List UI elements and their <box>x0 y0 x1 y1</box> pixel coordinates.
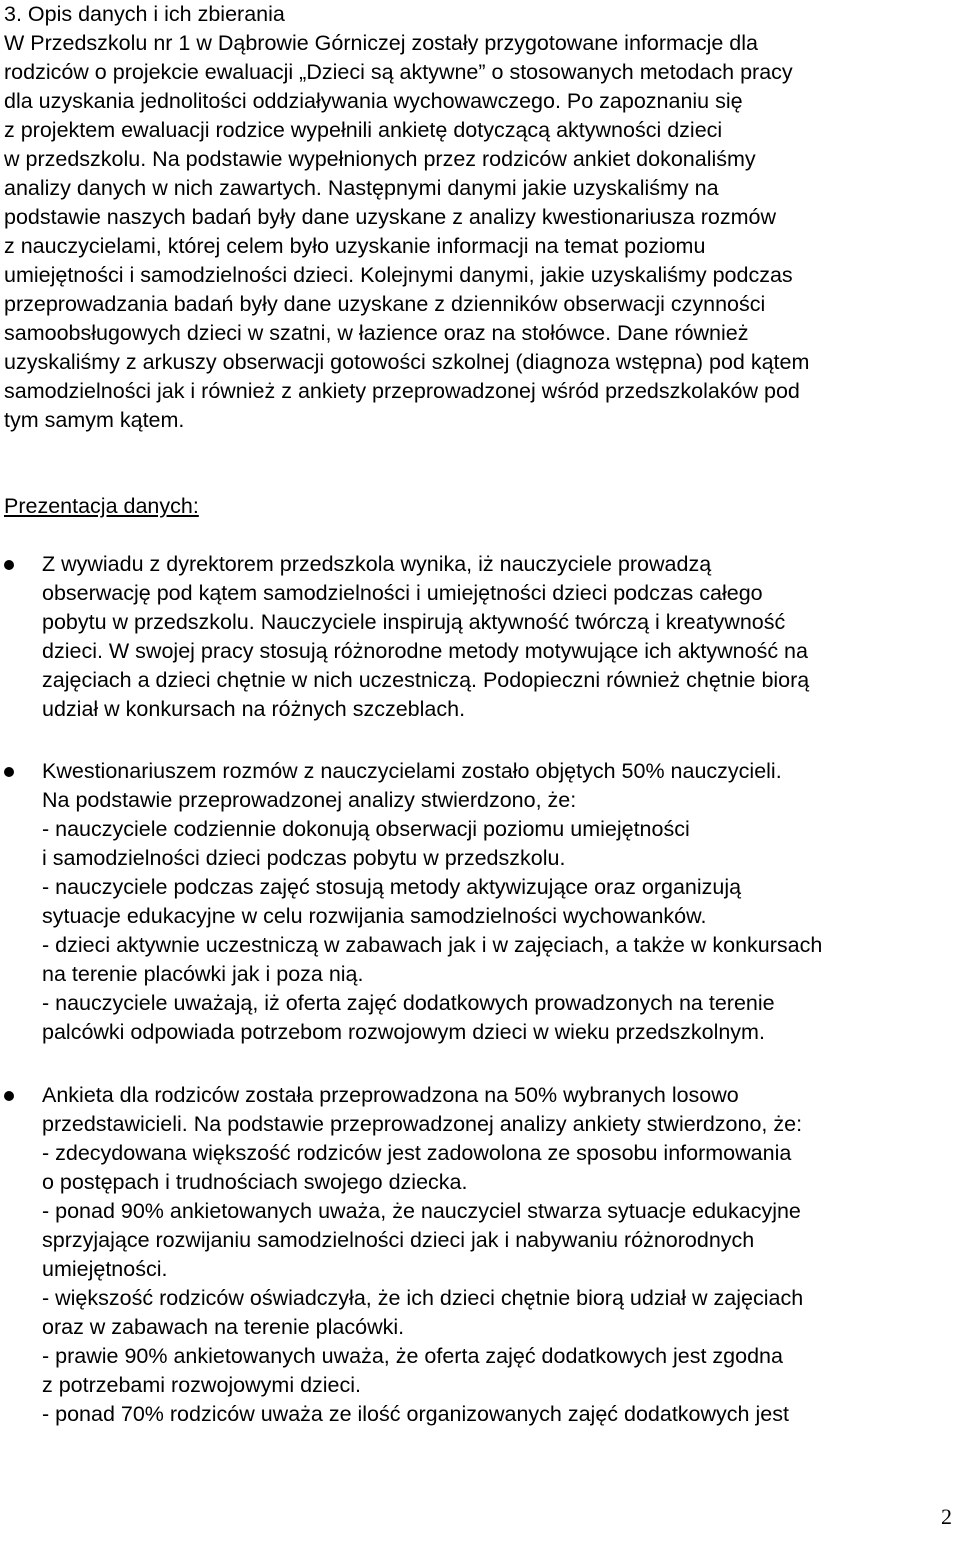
list-item-line: z potrzebami rozwojowymi dzieci. <box>42 1373 362 1397</box>
list-item-line: - dzieci aktywnie uczestniczą w zabawach jak i w zajęciach, a także w konkursach <box>42 933 823 957</box>
bullet-icon <box>4 767 14 777</box>
bullet-icon <box>4 1091 14 1101</box>
list-item-line: Ankieta dla rodziców została przeprowadzona na 50% wybranych losowo <box>42 1083 739 1107</box>
list-item-line: przedstawicieli. Na podstawie przeprowadzonej analizy ankiety stwierdzono, że: <box>42 1112 803 1136</box>
list-item-line: o postępach i trudnościach swojego dziecka. <box>42 1170 468 1194</box>
list-item-line: udział w konkursach na różnych szczeblach. <box>42 697 466 721</box>
list-item-line: Na podstawie przeprowadzonej analizy stwierdzono, że: <box>42 788 577 812</box>
list-item-line: na terenie placówki jak i poza nią. <box>42 962 364 986</box>
list-item-line: dzieci. W swojej pracy stosują różnorodne metody motywujące ich aktywność na <box>42 639 808 663</box>
list-item-line: i samodzielności dzieci podczas pobytu w przedszkolu. <box>42 846 566 870</box>
list-item-line: - prawie 90% ankietowanych uważa, że oferta zajęć dodatkowych jest zgodna <box>42 1344 783 1368</box>
intro-line: tym samym kątem. <box>4 408 185 432</box>
list-item-line: - nauczyciele uważają, iż oferta zajęć dodatkowych prowadzonych na terenie <box>42 991 775 1015</box>
list-item-line: palcówki odpowiada potrzebom rozwojowym dzieci w wieku przedszkolnym. <box>42 1020 765 1044</box>
list-item-line: pobytu w przedszkolu. Nauczyciele inspirują aktywność twórczą i kreatywność <box>42 610 786 634</box>
intro-line: podstawie naszych badań były dane uzyskane z analizy kwestionariusza rozmów <box>4 205 777 229</box>
intro-line: samodzielności jak i również z ankiety przeprowadzonej wśród przedszkolaków pod <box>4 379 800 403</box>
bullet-icon <box>4 560 14 570</box>
subheading: Prezentacja danych: <box>4 494 199 518</box>
list-item-line: - nauczyciele codziennie dokonują obserwacji poziomu umiejętności <box>42 817 690 841</box>
list-item-line: sytuacje edukacyjne w celu rozwijania samodzielności wychowanków. <box>42 904 707 928</box>
intro-line: analizy danych w nich zawartych. Następnymi danymi jakie uzyskaliśmy na <box>4 176 719 200</box>
list-item-line: sprzyjające rozwijaniu samodzielności dzieci jak i nabywaniu różnorodnych <box>42 1228 755 1252</box>
list-item-line: - większość rodziców oświadczyła, że ich dzieci chętnie biorą udział w zajęciach <box>42 1286 804 1310</box>
intro-line: W Przedszkolu nr 1 w Dąbrowie Górniczej zostały przygotowane informacje dla <box>4 31 759 55</box>
list-item-line: - ponad 90% ankietowanych uważa, że nauczyciel stwarza sytuacje edukacyjne <box>42 1199 801 1223</box>
list-item-line: umiejętności. <box>42 1257 168 1281</box>
intro-line: w przedszkolu. Na podstawie wypełnionych przez rodziców ankiet dokonaliśmy <box>4 147 756 171</box>
list-item-line: Z wywiadu z dyrektorem przedszkola wynika, iż nauczyciele prowadzą <box>42 552 712 576</box>
section-heading: 3. Opis danych i ich zbierania <box>4 2 285 26</box>
intro-line: dla uzyskania jednolitości oddziaływania wychowawczego. Po zapoznaniu się <box>4 89 743 113</box>
list-item-line: - nauczyciele podczas zajęć stosują metody aktywizujące oraz organizują <box>42 875 742 899</box>
intro-line: przeprowadzania badań były dane uzyskane z dzienników obserwacji czynności <box>4 292 766 316</box>
list-item-line: zajęciach a dzieci chętnie w nich uczestniczą. Podopieczni również chętnie biorą <box>42 668 810 692</box>
intro-line: samoobsługowych dzieci w szatni, w łazience oraz na stołówce. Dane również <box>4 321 749 345</box>
intro-line: umiejętności i samodzielności dzieci. Kolejnymi danymi, jakie uzyskaliśmy podczas <box>4 263 793 287</box>
intro-line: z nauczycielami, której celem było uzyskanie informacji na temat poziomu <box>4 234 706 258</box>
list-item-line: - ponad 70% rodziców uważa ze ilość organizowanych zajęć dodatkowych jest <box>42 1402 789 1426</box>
page-number: 2 <box>941 1504 952 1529</box>
intro-line: z projektem ewaluacji rodzice wypełnili ankietę dotyczącą aktywności dzieci <box>4 118 723 142</box>
intro-line: rodziców o projekcie ewaluacji „Dzieci są aktywne” o stosowanych metodach pracy <box>4 60 793 84</box>
list-item-line: obserwację pod kątem samodzielności i umiejętności dzieci podczas całego <box>42 581 763 605</box>
intro-line: uzyskaliśmy z arkuszy obserwacji gotowości szkolnej (diagnoza wstępna) pod kątem <box>4 350 810 374</box>
list-item-line: Kwestionariuszem rozmów z nauczycielami zostało objętych 50% nauczycieli. <box>42 759 782 783</box>
list-item-line: - zdecydowana większość rodziców jest zadowolona ze sposobu informowania <box>42 1141 792 1165</box>
list-item-line: oraz w zabawach na terenie placówki. <box>42 1315 405 1339</box>
